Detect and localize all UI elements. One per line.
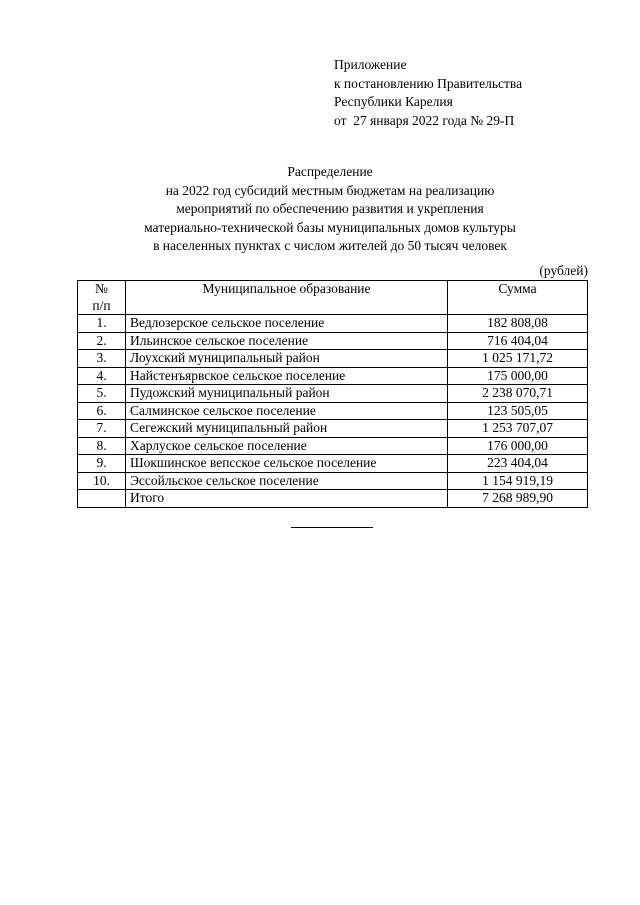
row-sum: 123 505,05 <box>448 402 588 420</box>
title-line: на 2022 год субсидий местным бюджетам на реализацию <box>165 182 495 198</box>
units-label: (рублей) <box>539 263 588 278</box>
document-title <box>60 163 600 256</box>
title-line: материально-технической базы муниципальных домов культуры <box>144 219 516 235</box>
distribution-table <box>77 280 588 508</box>
row-number: 9. <box>78 455 126 473</box>
row-number: 7. <box>78 420 126 438</box>
row-sum: 1 253 707,07 <box>448 420 588 438</box>
row-number: 8. <box>78 437 126 455</box>
title-line: в населенных пунктах с числом жителей до 50 тысяч человек <box>153 238 507 253</box>
table-row <box>78 315 588 333</box>
header-number <box>78 281 126 315</box>
title-line: Распределение <box>287 164 373 179</box>
row-number: 6. <box>78 402 126 420</box>
table-row <box>78 420 588 438</box>
total-label: Итого <box>126 490 448 508</box>
row-municipality: Салминское сельское поселение <box>126 402 448 420</box>
table-row <box>78 402 588 420</box>
row-sum: 175 000,00 <box>448 367 588 385</box>
row-sum: 182 808,08 <box>448 315 588 333</box>
row-municipality: Ведлозерское сельское поселение <box>126 315 448 333</box>
row-number: 3. <box>78 350 126 368</box>
header-number-line1: № <box>95 281 108 296</box>
row-number: 5. <box>78 385 126 403</box>
row-municipality: Харлуское сельское поселение <box>126 437 448 455</box>
total-sum: 7 268 989,90 <box>448 490 588 508</box>
closing-divider <box>291 527 373 528</box>
table-row <box>78 367 588 385</box>
appendix-line: Приложение <box>334 57 407 72</box>
row-municipality: Шокшинское вепсское сельское поселение <box>126 455 448 473</box>
row-municipality: Пудожский муниципальный район <box>126 385 448 403</box>
header-number-line2: п/п <box>92 297 111 313</box>
row-municipality: Лоухский муниципальный район <box>126 350 448 368</box>
appendix-line: Республики Карелия <box>334 94 453 109</box>
row-municipality: Найстенъярвское сельское поселение <box>126 367 448 385</box>
table-header-row <box>78 281 588 315</box>
row-number: 1. <box>78 315 126 333</box>
title-line: мероприятий по обеспечению развития и укрепления <box>176 201 484 216</box>
table-row <box>78 455 588 473</box>
table-row <box>78 472 588 490</box>
header-sum: Сумма <box>448 281 588 315</box>
total-number <box>78 490 126 508</box>
table-row <box>78 437 588 455</box>
row-number: 2. <box>78 332 126 350</box>
header-municipality: Муниципальное образование <box>126 281 448 315</box>
appendix-line: к постановлению Правительства <box>334 75 523 91</box>
row-municipality: Сегежский муниципальный район <box>126 420 448 438</box>
row-sum: 2 238 070,71 <box>448 385 588 403</box>
row-sum: 176 000,00 <box>448 437 588 455</box>
table-row <box>78 332 588 350</box>
table-total-row <box>78 490 588 508</box>
appendix-date-line: от 27 января 2022 года № 29-П <box>334 112 515 128</box>
row-municipality: Ильинское сельское поселение <box>126 332 448 350</box>
table-row <box>78 350 588 368</box>
row-number: 10. <box>78 472 126 490</box>
row-municipality: Эссойльское сельское поселение <box>126 472 448 490</box>
table-row <box>78 385 588 403</box>
row-sum: 1 154 919,19 <box>448 472 588 490</box>
row-sum: 223 404,04 <box>448 455 588 473</box>
row-number: 4. <box>78 367 126 385</box>
row-sum: 1 025 171,72 <box>448 350 588 368</box>
appendix-block <box>334 56 522 130</box>
row-sum: 716 404,04 <box>448 332 588 350</box>
